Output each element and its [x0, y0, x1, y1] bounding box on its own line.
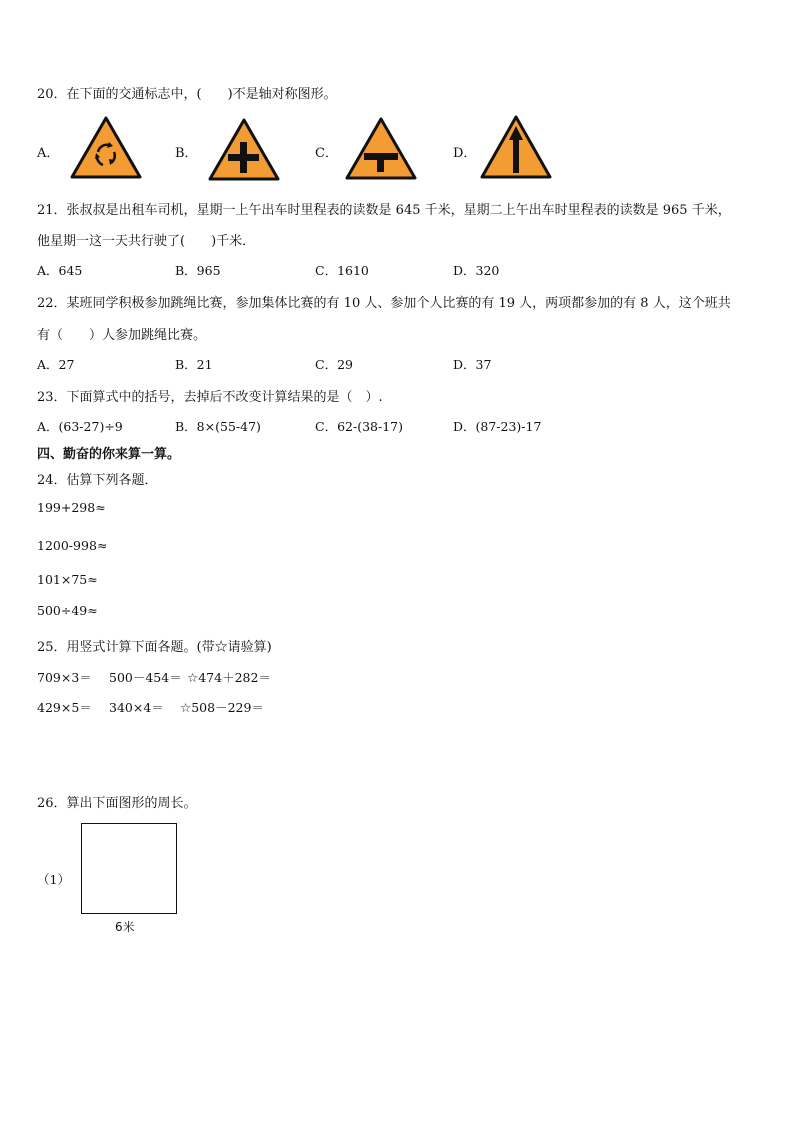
option-c-label: C． [315, 146, 338, 161]
q21-option-a: A．645 [37, 263, 83, 278]
q21-option-b: B．965 [175, 263, 221, 278]
question-22-line-2: 有（ ）人参加跳绳比赛。 [37, 328, 207, 343]
q23-option-d: D．(87-23)-17 [453, 419, 542, 434]
q22-option-c: C．29 [315, 357, 353, 372]
question-25-text: 25．用竖式计算下面各题。(带☆请验算) [37, 640, 272, 655]
crossroad-sign-icon [207, 117, 281, 182]
roundabout-sign-icon [69, 115, 143, 180]
q23-option-c: C．62-(38-17) [315, 419, 403, 434]
calc-row1-item1: 709×3＝ [37, 670, 92, 685]
calc-row2-item1: 429×5＝ [37, 700, 92, 715]
q22-option-a: A．27 [37, 357, 75, 372]
question-24-text: 24．估算下列各题． [37, 473, 158, 488]
q22-option-d: D．37 [453, 357, 492, 372]
calc-row2-item2: 340×4＝ [109, 700, 164, 715]
question-21-line-1: 21．张叔叔是出租车司机，星期一上午出车时里程表的读数是 645 千米，星期二上午出车时里程表的读数是 965 千米， [37, 203, 731, 218]
estimate-item-2: 1200-998≈ [37, 538, 108, 553]
q21-option-d: D．320 [453, 263, 500, 278]
question-23-text: 23．下面算式中的括号，去掉后不改变计算结果的是（ ）. [37, 390, 383, 405]
option-a-label: A． [37, 146, 60, 161]
calc-row1-item3: ☆474＋282＝ [187, 670, 271, 685]
section-4-heading: 四、勤奋的你来算一算。 [37, 447, 181, 462]
side-length-label: 6米 [115, 920, 135, 934]
estimate-item-1: 199+298≈ [37, 500, 106, 515]
calc-row1-item2: 500－454＝ [109, 670, 182, 685]
calc-row2-item3: ☆508－229＝ [180, 700, 264, 715]
estimate-item-3: 101×75≈ [37, 572, 98, 587]
question-20-text: 20．在下面的交通标志中，( )不是轴对称图形。 [37, 87, 337, 102]
q21-option-c: C．1610 [315, 263, 369, 278]
option-d-label: D． [453, 146, 477, 161]
estimate-item-4: 500÷49≈ [37, 603, 98, 618]
option-b-label: B． [175, 146, 198, 161]
question-26-text: 26．算出下面图形的周长。 [37, 796, 197, 811]
square-figure [81, 823, 177, 914]
q22-option-b: B．21 [175, 357, 213, 372]
q23-option-b: B．8×(55-47) [175, 419, 261, 434]
q23-option-a: A．(63-27)÷9 [37, 419, 123, 434]
straight-arrow-sign-icon [479, 114, 553, 180]
question-21-line-2: 他星期一这一天共行驶了( )千米． [37, 234, 256, 249]
t-junction-sign-icon [344, 116, 418, 181]
question-22-line-1: 22．某班同学积极参加跳绳比赛，参加集体比赛的有 10 人、参加个人比赛的有 19 人，两项都参加的有 8 人，这个班共 [37, 296, 731, 311]
figure-1-label: （1） [37, 872, 70, 887]
